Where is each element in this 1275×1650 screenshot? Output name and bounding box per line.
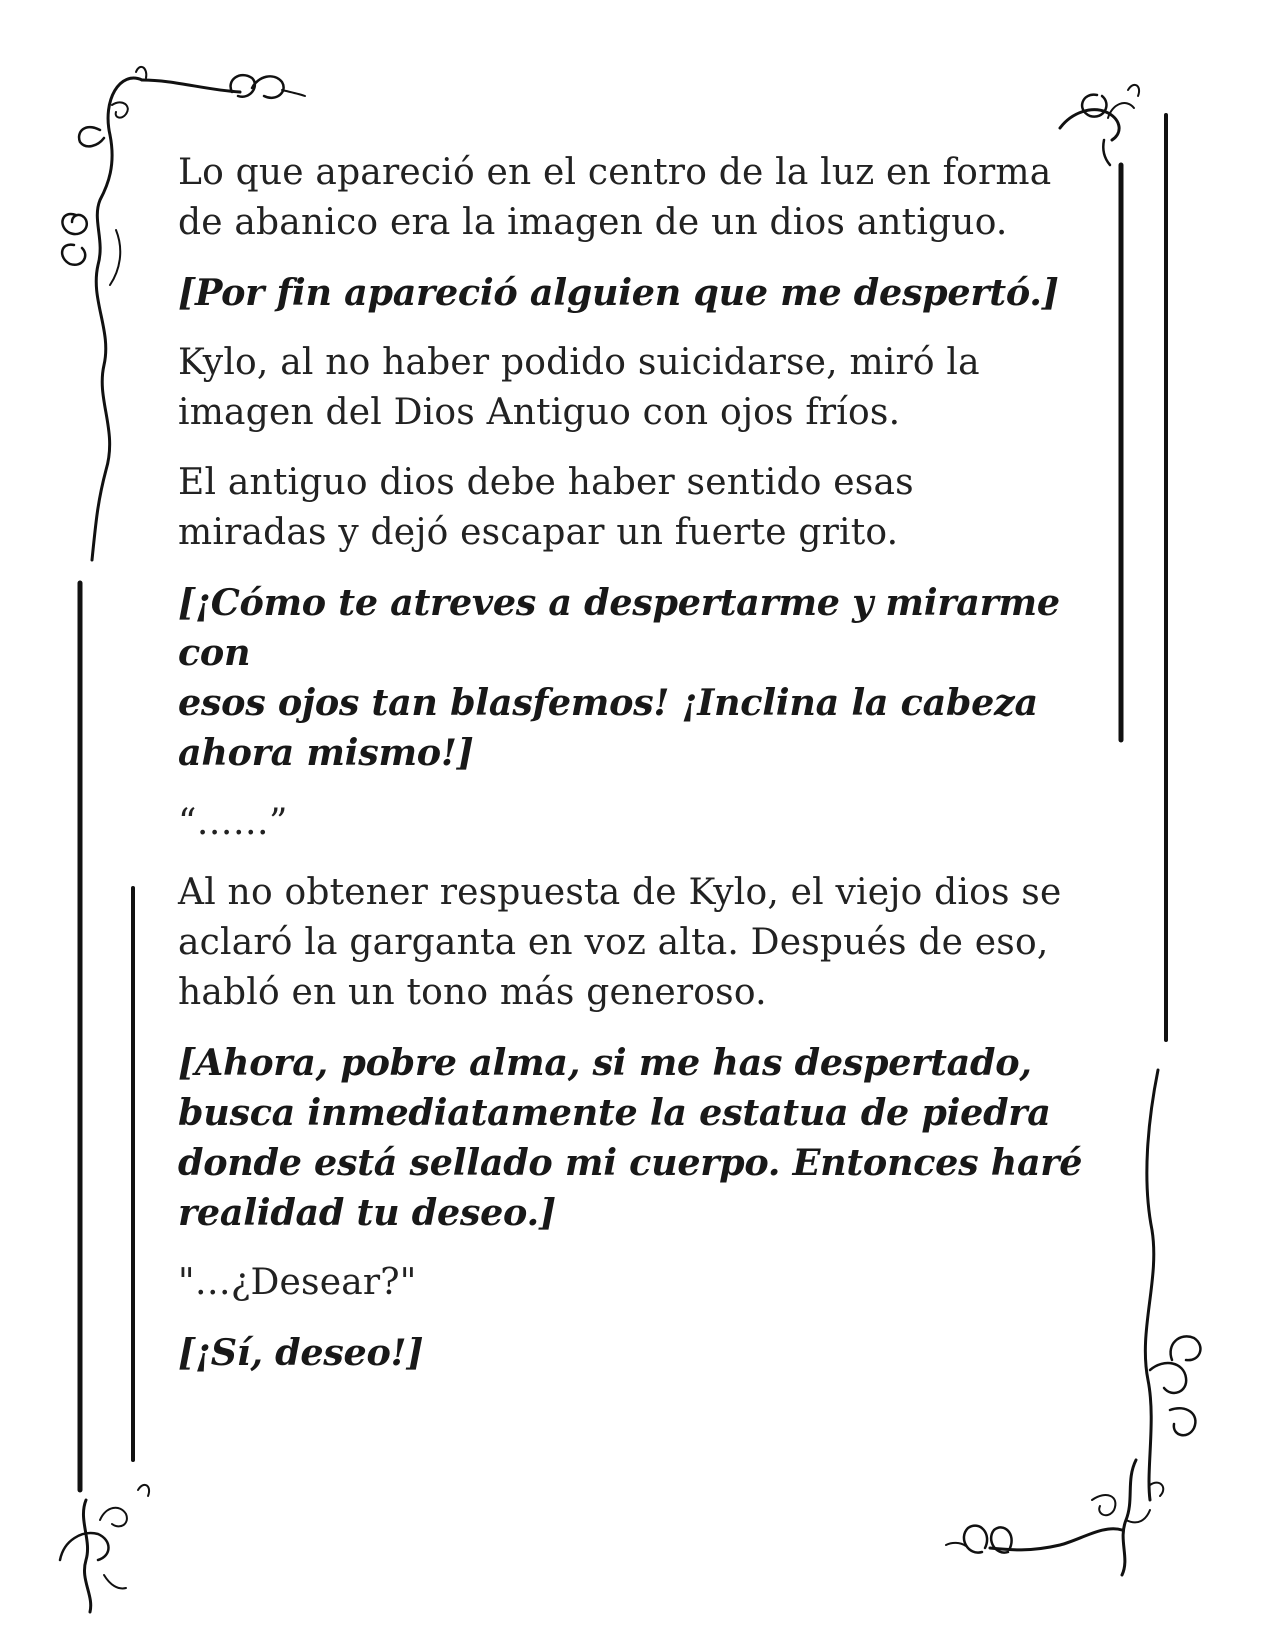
god-speech-paragraph: [Por fin apareció alguien que me despertó.] (178, 271, 1059, 314)
god-speech-paragraph: [¡Sí, deseo!] (178, 1331, 424, 1374)
narration-paragraph: Lo que apareció en el centro de la luz en forma de abanico era la imagen de un dios antiguo. (178, 152, 1052, 243)
bottom-right-flourish-ornament (946, 1460, 1163, 1575)
narration-paragraph: Kylo, al no haber podido suicidarse, miró la imagen del Dios Antiguo con ojos fríos. (178, 342, 980, 433)
dialogue-paragraph: “……” (178, 802, 288, 843)
narration-paragraph: Al no obtener respuesta de Kylo, el viejo dios se aclaró la garganta en voz alta. Después de eso, habló en un tono más generoso. (178, 872, 1062, 1013)
god-speech-paragraph: [Ahora, pobre alma, si me has despertado, busca inmediatamente la estatua de piedra donde está sellado mi cuerpo. Entonces haré realidad tu deseo.] (178, 1041, 1083, 1234)
bottom-left-flourish-ornament (60, 1485, 149, 1612)
left-border-rules (80, 583, 133, 1490)
page-text (178, 148, 1118, 1398)
narration-paragraph: El antiguo dios debe haber sentido esas miradas y dejó escapar un fuerte grito. (178, 462, 914, 553)
dialogue-paragraph: "…¿Desear?" (178, 1262, 417, 1303)
right-side-flourish-ornament (1145, 1070, 1200, 1500)
god-speech-paragraph: [¡Cómo te atreves a despertarme y mirarme con esos ojos tan blasfemos! ¡Inclina la cabeza ahora mismo!] (178, 581, 1060, 774)
